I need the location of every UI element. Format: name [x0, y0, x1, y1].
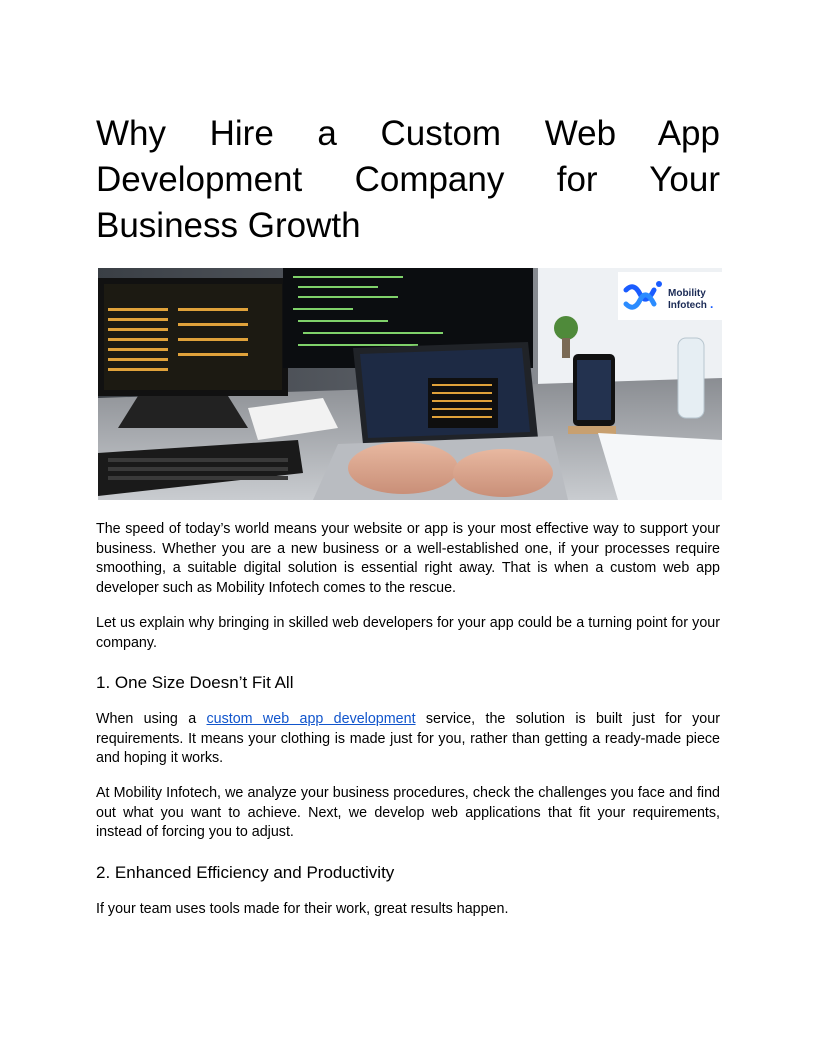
custom-web-app-development-link[interactable]: custom web app development: [206, 711, 416, 727]
section-1-text-after-link: service, the solution is built just for your requirements. It means your clothing is made just for you, rather than getting a ready-made piece and hoping it works.: [96, 711, 720, 766]
logo-dot: .: [710, 297, 714, 311]
mobility-infotech-logo: [618, 272, 722, 320]
section-1-heading: 1. One Size Doesn’t Fit All: [96, 673, 294, 692]
section-1-paragraph-1: [96, 710, 720, 769]
intro-paragraph-2: Let us explain why bringing in skilled web developers for your app could be a turning point for your company.: [96, 615, 720, 651]
workspace-photo: [98, 268, 722, 500]
section-2-heading: 2. Enhanced Efficiency and Productivity: [96, 863, 395, 882]
logo-text-line1: Mobility: [668, 288, 706, 299]
page-title: Why Hire a Custom Web App Development Company for Your Business Growth: [96, 114, 720, 245]
hero-image: [98, 268, 722, 500]
intro-paragraph-1: The speed of today’s world means your website or app is your most effective way to support your business. Whether you are a new business or a well-established one, if your processes require smoothing, a suitable digital solution is essential right away. That is when a custom web app developer such as Mobility Infotech comes to the rescue.: [96, 521, 720, 596]
section-1-text-before-link: When using a: [96, 711, 197, 727]
logo-text-line2: Infotech: [668, 300, 707, 311]
section-1-paragraph-2: At Mobility Infotech, we analyze your business procedures, check the challenges you face and find out what you want to achieve. Next, we develop web applications that fit your requirements, instead of forcing you to adjust.: [96, 785, 720, 840]
hand-right: [453, 449, 553, 497]
section-2-paragraph-1: If your team uses tools made for their work, great results happen.: [96, 901, 509, 917]
hand-left: [348, 442, 458, 494]
